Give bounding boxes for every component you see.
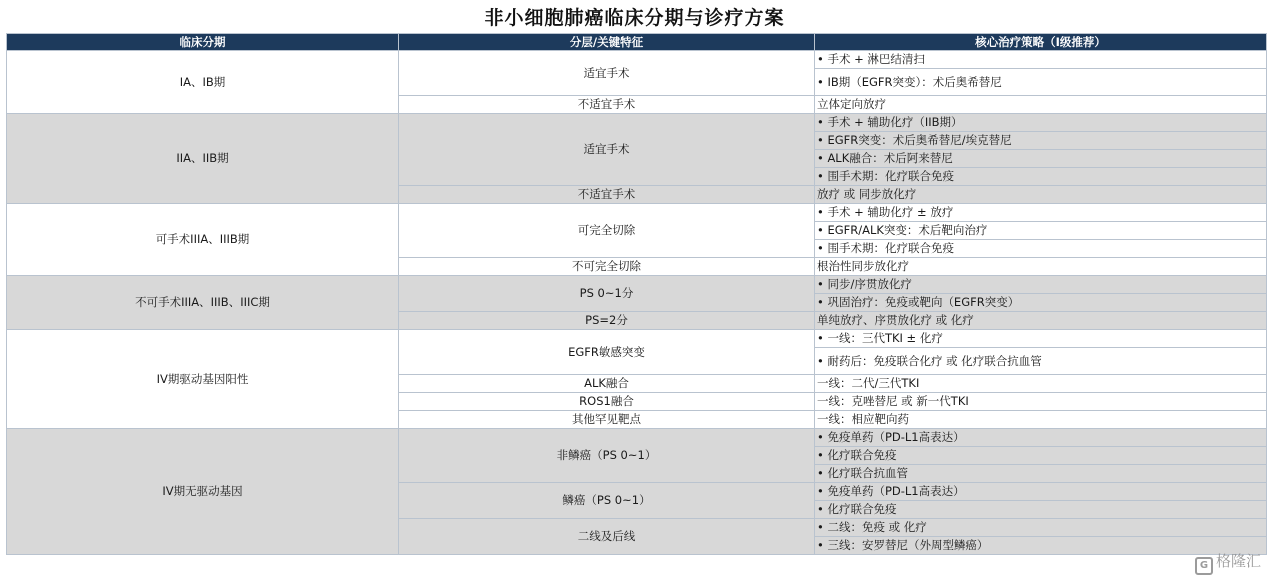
strategy-cell: • 一线：三代TKI ± 化疗 — [815, 330, 1267, 348]
strategy-cell: • 耐药后：免疫联合化疗 或 化疗联合抗血管 — [815, 348, 1267, 375]
header-feature: 分层/关键特征 — [399, 34, 815, 51]
feature-cell: 其他罕见靶点 — [399, 411, 815, 429]
strategy-cell: • 同步/序贯放化疗 — [815, 276, 1267, 294]
watermark-text: 格隆汇 — [1215, 552, 1261, 570]
strategy-cell: • 手术 + 淋巴结清扫 — [815, 51, 1267, 69]
strategy-cell: 一线：二代/三代TKI — [815, 375, 1267, 393]
strategy-cell: • 化疗联合抗血管 — [815, 465, 1267, 483]
feature-cell: 不可完全切除 — [399, 258, 815, 276]
strategy-cell: 一线：克唑替尼 或 新一代TKI — [815, 393, 1267, 411]
strategy-cell: 立体定向放疗 — [815, 96, 1267, 114]
feature-cell: PS=2分 — [399, 312, 815, 330]
clinical-stage-cell: IV期驱动基因阳性 — [7, 330, 399, 429]
table-row — [7, 276, 1267, 294]
feature-cell: PS 0~1分 — [399, 276, 815, 312]
clinical-stage-cell: 可手术IIIA、IIIB期 — [7, 204, 399, 276]
table-row — [7, 204, 1267, 222]
feature-cell: 不适宜手术 — [399, 186, 815, 204]
strategy-cell: • 手术 + 辅助化疗（IIB期） — [815, 114, 1267, 132]
strategy-cell: • 巩固治疗：免疫或靶向（EGFR突变） — [815, 294, 1267, 312]
clinical-stage-cell: IIA、IIB期 — [7, 114, 399, 204]
strategy-cell: • 免疫单药（PD-L1高表达） — [815, 429, 1267, 447]
feature-cell: 二线及后线 — [399, 519, 815, 555]
feature-cell: 鳞癌（PS 0~1） — [399, 483, 815, 519]
header-clinical-stage: 临床分期 — [7, 34, 399, 51]
page-title: 非小细胞肺癌临床分期与诊疗方案 — [484, 7, 785, 29]
strategy-cell: • IB期（EGFR突变）：术后奥希替尼 — [815, 69, 1267, 96]
feature-cell: ROS1融合 — [399, 393, 815, 411]
staging-table — [6, 33, 1267, 555]
feature-cell: 可完全切除 — [399, 204, 815, 258]
strategy-cell: • 三线：安罗替尼（外周型鳞癌） — [815, 537, 1267, 555]
table-row — [7, 114, 1267, 132]
strategy-cell: • EGFR突变：术后奥希替尼/埃克替尼 — [815, 132, 1267, 150]
strategy-cell: 一线：相应靶向药 — [815, 411, 1267, 429]
strategy-cell: • EGFR/ALK突变：术后靶向治疗 — [815, 222, 1267, 240]
feature-cell: 适宜手术 — [399, 51, 815, 96]
strategy-cell: 根治性同步放化疗 — [815, 258, 1267, 276]
strategy-cell: • 二线：免疫 或 化疗 — [815, 519, 1267, 537]
table-row — [7, 51, 1267, 69]
clinical-stage-cell: 不可手术IIIA、IIIB、IIIC期 — [7, 276, 399, 330]
feature-cell: ALK融合 — [399, 375, 815, 393]
strategy-cell: • 化疗联合免疫 — [815, 501, 1267, 519]
strategy-cell: 单纯放疗、序贯放化疗 或 化疗 — [815, 312, 1267, 330]
table-header-row — [7, 34, 1267, 51]
watermark-logo-icon: G — [1195, 557, 1213, 575]
clinical-stage-cell: IA、IB期 — [7, 51, 399, 114]
strategy-cell: • 手术 + 辅助化疗 ± 放疗 — [815, 204, 1267, 222]
strategy-cell: • 免疫单药（PD-L1高表达） — [815, 483, 1267, 501]
header-strategy: 核心治疗策略（Ⅰ级推荐） — [815, 34, 1267, 51]
feature-cell: 适宜手术 — [399, 114, 815, 186]
feature-cell: EGFR敏感突变 — [399, 330, 815, 375]
strategy-cell: 放疗 或 同步放化疗 — [815, 186, 1267, 204]
strategy-cell: • 化疗联合免疫 — [815, 447, 1267, 465]
watermark — [1195, 550, 1261, 575]
table-row — [7, 429, 1267, 447]
clinical-stage-cell: IV期无驱动基因 — [7, 429, 399, 555]
strategy-cell: • 围手术期：化疗联合免疫 — [815, 240, 1267, 258]
strategy-cell: • ALK融合：术后阿来替尼 — [815, 150, 1267, 168]
feature-cell: 不适宜手术 — [399, 96, 815, 114]
feature-cell: 非鳞癌（PS 0~1） — [399, 429, 815, 483]
table-body — [7, 51, 1267, 555]
table-row — [7, 330, 1267, 348]
strategy-cell: • 围手术期：化疗联合免疫 — [815, 168, 1267, 186]
